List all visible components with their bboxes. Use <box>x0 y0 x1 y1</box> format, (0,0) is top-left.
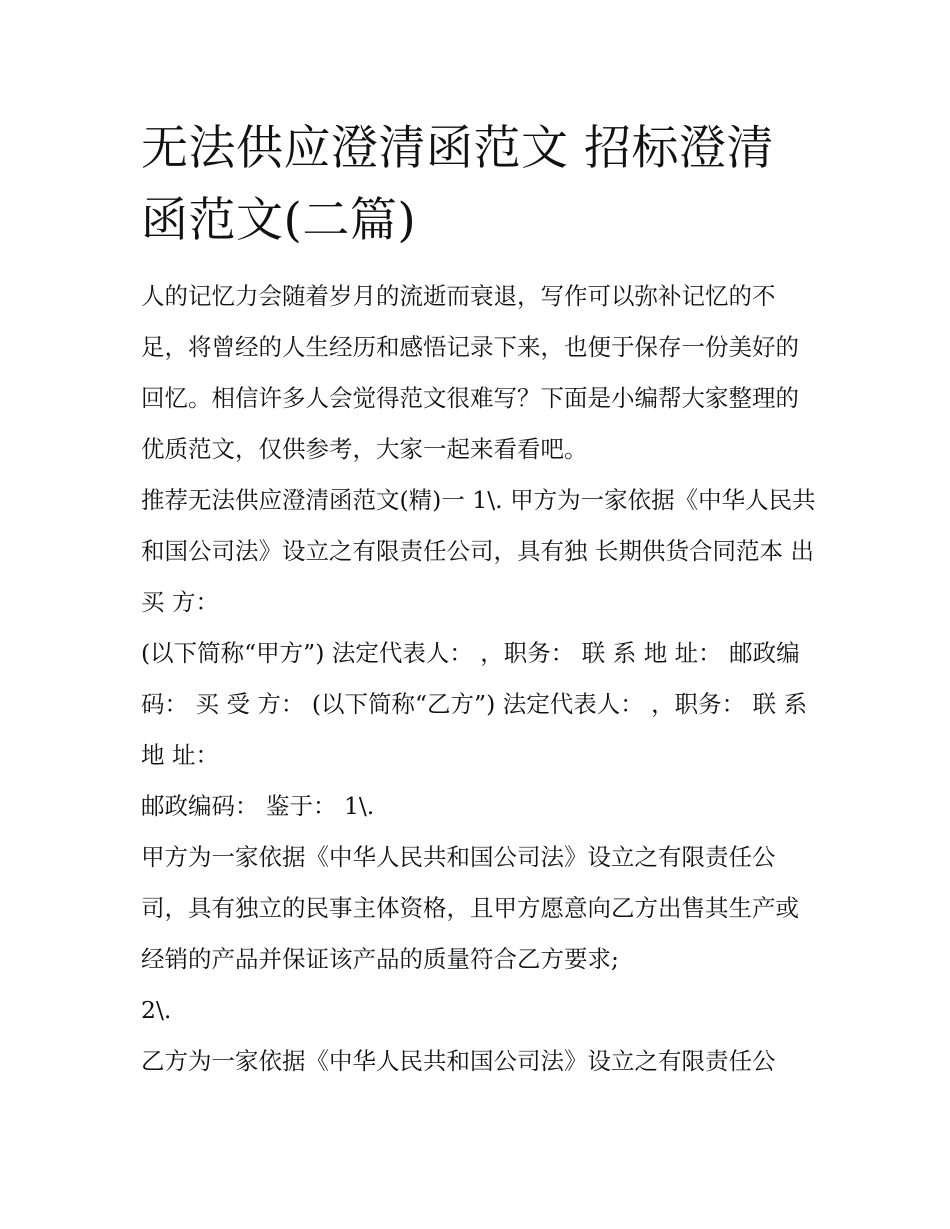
document-body <box>141 113 821 1087</box>
paragraph-party-a: 甲方为一家依据《中华人民共和国公司法》设立之有限责任公司，具有独立的民事主体资格，且甲方愿意向乙方出售其生产或经销的产品并保证该产品的质量符合乙方要求; <box>141 843 799 973</box>
paragraph-parties: (以下简称“甲方”) 法定代表人： ，职务： 联 系 地 址： 邮政编码： 买 受 方： (以下简称“乙方”) 法定代表人： ，职务： 联 系 地 址： <box>141 639 808 769</box>
paragraph-recommend: 推荐无法供应澄清函范文(精)一 1\. 甲方为一家依据《中华人民共和国公司法》设立之有限责任公司，具有独 长期供货合同范本 出 买 方： <box>141 486 816 616</box>
paragraph-party-b: 乙方为一家依据《中华人民共和国公司法》设立之有限责任公 <box>141 1047 776 1075</box>
paragraph-intro: 人的记忆力会随着岁月的流逝而衰退，写作可以弥补记忆的不足，将曾经的人生经历和感悟记录下来，也便于保存一份美好的回忆。相信许多人会觉得范文很难写？下面是小编帮大家整理的优质范文，仅供参考，大家一起来看看吧。 <box>141 282 799 463</box>
paragraph-item-2: 2\. <box>141 996 172 1024</box>
document-title: 无法供应澄清函范文 招标澄清函范文(二篇) <box>141 121 774 248</box>
paragraph-postal-code: 邮政编码： 鉴于： 1\. <box>141 792 375 820</box>
